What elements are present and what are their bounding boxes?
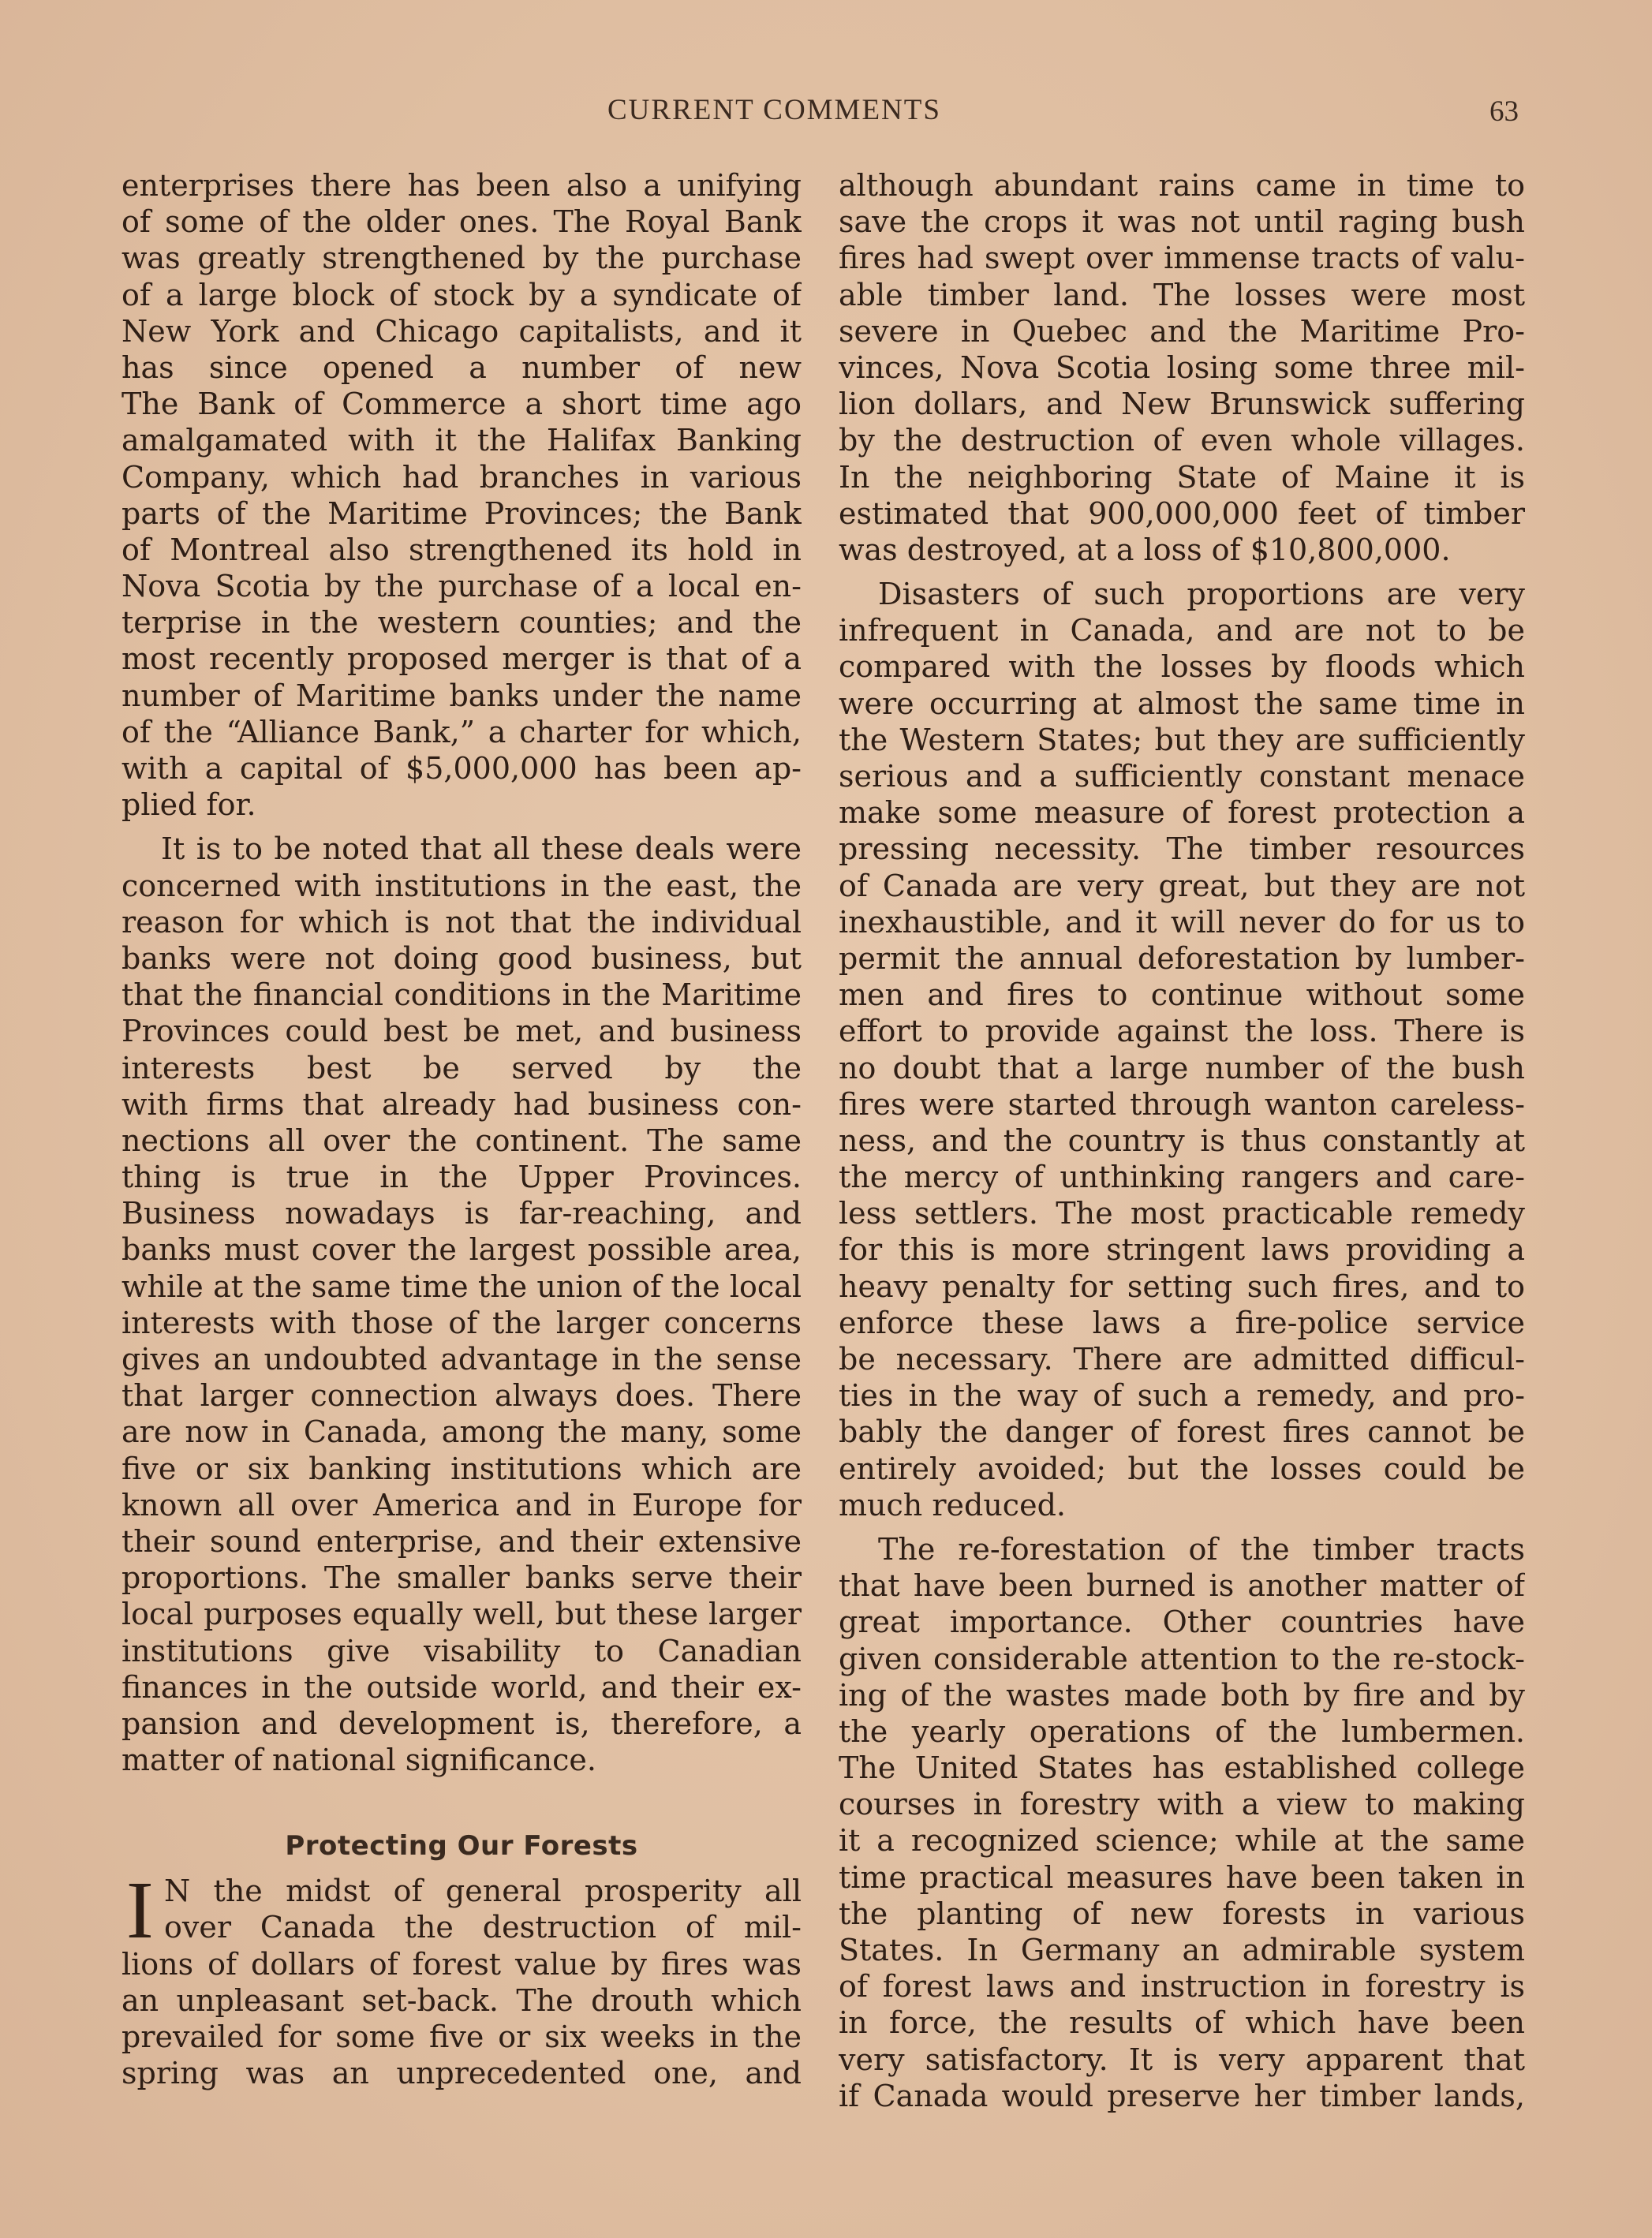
text-line: amalgamated with it the Halifax Banking bbox=[121, 423, 802, 458]
text-line: matter of national significance. bbox=[121, 1743, 596, 1778]
text-line: that the financial conditions in the Maritime bbox=[121, 977, 802, 1013]
text-line: fires had swept over immense tracts of valu- bbox=[839, 241, 1525, 276]
text-line: gives an undoubted advantage in the sense bbox=[121, 1342, 802, 1377]
text-line: effort to provide against the loss. There is bbox=[839, 1014, 1525, 1049]
text-line: time practical measures have been taken in bbox=[839, 1859, 1525, 1895]
paragraph-bush-fires bbox=[839, 167, 1525, 568]
text-line: reason for which is not that the individual bbox=[121, 904, 802, 940]
text-line: interests with those of the larger concerns bbox=[121, 1305, 802, 1340]
text-line: Business nowadays is far-reaching, and bbox=[121, 1196, 802, 1231]
text-line: of the “Alliance Bank,” a charter for which, bbox=[121, 714, 802, 749]
text-line: institutions give visability to Canadian bbox=[121, 1633, 802, 1668]
text-line: heavy penalty for setting such fires, and to bbox=[839, 1268, 1525, 1304]
text-line: if Canada would preserve her timber lands, bbox=[839, 2078, 1525, 2113]
text-line: plied for. bbox=[121, 787, 256, 823]
text-line: were occurring at almost the same time in bbox=[839, 686, 1525, 721]
text-line: Provinces could best be met, and business bbox=[121, 1014, 802, 1049]
text-line: finances in the outside world, and their ex- bbox=[121, 1669, 802, 1705]
text-line: by the destruction of even whole villages. bbox=[839, 423, 1525, 458]
text-line: Company, which had branches in various bbox=[121, 459, 802, 495]
text-line: N the midst of general prosperity all bbox=[164, 1874, 802, 1909]
text-line: compared with the losses by floods which bbox=[839, 649, 1525, 685]
paragraph-banks-merger bbox=[121, 167, 802, 823]
text-line: Disasters of such proportions are very bbox=[878, 577, 1525, 612]
text-line: infrequent in Canada, and are not to be bbox=[839, 613, 1525, 648]
text-line: States. In Germany an admirable system bbox=[839, 1933, 1525, 1967]
text-line: parts of the Maritime Provinces; the Bank bbox=[121, 495, 802, 531]
text-line: estimated that 900,000,000 feet of timber bbox=[839, 495, 1525, 531]
text-line: save the crops it was not until raging bush bbox=[839, 204, 1525, 240]
text-line: proportions. The smaller banks serve their bbox=[121, 1560, 802, 1596]
text-line: ing of the wastes made both by fire and by bbox=[839, 1677, 1525, 1713]
text-line: of Montreal also strengthened its hold in bbox=[121, 532, 802, 567]
text-line: prevailed for some five or six weeks in the bbox=[121, 2019, 802, 2054]
text-line: The United States has established college bbox=[839, 1750, 1525, 1786]
text-line: permit the annual deforestation by lumber- bbox=[839, 940, 1525, 976]
text-line: although abundant rains came in time to bbox=[839, 168, 1525, 203]
text-line: be necessary. There are admitted difficul- bbox=[839, 1342, 1525, 1377]
text-line: known all over America and in Europe for bbox=[121, 1487, 802, 1523]
text-line: that have been burned is another matter of bbox=[839, 1568, 1525, 1604]
text-line: that larger connection always does. There bbox=[121, 1378, 802, 1414]
text-line: with a capital of $5,000,000 has been ap- bbox=[121, 751, 802, 786]
text-line: nections all over the continent. The same bbox=[121, 1123, 802, 1158]
text-line: most recently proposed merger is that of a bbox=[121, 641, 802, 677]
text-line: pressing necessity. The timber resources bbox=[839, 831, 1525, 867]
text-line: courses in forestry with a view to making bbox=[839, 1787, 1525, 1822]
text-line: an unpleasant set-back. The drouth which bbox=[121, 1982, 802, 2018]
text-line: their sound enterprise, and their extensive bbox=[121, 1523, 802, 1559]
text-line: make some measure of forest protection a bbox=[839, 795, 1525, 831]
text-line: was destroyed, at a loss of $10,800,000. bbox=[839, 532, 1451, 567]
text-line: the yearly operations of the lumbermen. bbox=[839, 1713, 1525, 1749]
text-line: vinces, Nova Scotia losing some three mil- bbox=[839, 349, 1525, 385]
text-line: ness, and the country is thus constantly at bbox=[839, 1123, 1525, 1158]
text-line: of forest laws and instruction in forestry is bbox=[839, 1969, 1525, 2004]
text-line: it a recognized science; while at the same bbox=[839, 1823, 1525, 1859]
text-line: are now in Canada, among the many, some bbox=[121, 1414, 802, 1450]
text-line: terprise in the western counties; and the bbox=[121, 605, 802, 641]
text-line: bably the danger of forest fires cannot be bbox=[839, 1414, 1525, 1450]
text-line: enterprises there has been also a unifying bbox=[121, 168, 802, 203]
text-line: interests best be served by the bbox=[121, 1050, 802, 1085]
text-line: of Canada are very great, but they are not bbox=[839, 868, 1525, 903]
text-line: number of Maritime banks under the name bbox=[121, 678, 802, 713]
text-line: lions of dollars of forest value by fires was bbox=[121, 1946, 802, 1982]
text-line: while at the same time the union of the local bbox=[121, 1268, 802, 1304]
text-line: men and fires to continue without some bbox=[839, 977, 1525, 1013]
text-line: the planting of new forests in various bbox=[839, 1896, 1525, 1931]
text-line: the mercy of unthinking rangers and care- bbox=[839, 1160, 1525, 1195]
page-number: 63 bbox=[1489, 95, 1519, 128]
paragraph-eastern-deals bbox=[121, 831, 802, 1778]
text-line: severe in Quebec and the Maritime Pro- bbox=[839, 313, 1525, 349]
text-line: The Bank of Commerce a short time ago bbox=[121, 387, 802, 422]
text-line: was greatly strengthened by the purchase bbox=[121, 241, 802, 276]
text-line: for this is more stringent laws providing a bbox=[839, 1232, 1525, 1268]
text-line: five or six banking institutions which are bbox=[121, 1451, 802, 1486]
text-line: no doubt that a large number of the bush bbox=[839, 1050, 1525, 1085]
right-column bbox=[839, 167, 1525, 2114]
text-line: fires were started through wanton careless- bbox=[839, 1086, 1525, 1122]
text-line: ties in the way of such a remedy, and pro- bbox=[839, 1378, 1525, 1414]
text-line: the Western States; but they are sufficiently bbox=[839, 722, 1525, 757]
paragraph-reforestation bbox=[839, 1531, 1525, 2114]
paragraph-forest-fires bbox=[121, 1946, 802, 2092]
drop-cap: I bbox=[126, 1865, 154, 1956]
left-column bbox=[121, 167, 802, 2091]
text-line: great importance. Other countries have bbox=[839, 1605, 1525, 1640]
text-line: serious and a sufficiently constant menace bbox=[839, 759, 1525, 794]
text-line: thing is true in the Upper Provinces. bbox=[121, 1160, 802, 1195]
text-line: It is to be noted that all these deals were bbox=[161, 831, 802, 867]
text-line: has since opened a number of new bbox=[121, 349, 802, 385]
text-line: New York and Chicago capitalists, and it bbox=[121, 313, 802, 349]
text-line: of some of the older ones. The Royal Bank bbox=[121, 204, 802, 240]
text-line: enforce these laws a fire-police service bbox=[839, 1305, 1525, 1340]
text-line: local purposes equally well, but these larger bbox=[121, 1597, 802, 1632]
text-line: Nova Scotia by the purchase of a local en- bbox=[121, 569, 802, 604]
text-line: entirely avoided; but the losses could be bbox=[839, 1451, 1525, 1486]
text-line: in force, the results of which have been bbox=[839, 2005, 1525, 2041]
text-line: able timber land. The losses were most bbox=[839, 277, 1525, 312]
paragraph-disasters bbox=[839, 576, 1525, 1523]
text-line: of a large block of stock by a syndicate of bbox=[121, 277, 802, 312]
text-line: very satisfactory. It is very apparent that bbox=[839, 2042, 1525, 2077]
text-line: banks were not doing good business, but bbox=[121, 940, 802, 976]
text-line: much reduced. bbox=[839, 1487, 1066, 1523]
section-title: Protecting Our Forests bbox=[285, 1830, 638, 1863]
text-line: inexhaustible, and it will never do for us to bbox=[839, 904, 1525, 940]
text-line: spring was an unprecedented one, and bbox=[121, 2056, 802, 2091]
text-line: concerned with institutions in the east, the bbox=[121, 868, 802, 903]
text-line: In the neighboring State of Maine it is bbox=[839, 459, 1525, 495]
text-line: The re-forestation of the timber tracts bbox=[878, 1531, 1525, 1567]
running-head: CURRENT COMMENTS bbox=[607, 94, 941, 126]
text-line: lion dollars, and New Brunswick suffering bbox=[839, 387, 1525, 422]
text-line: less settlers. The most practicable remedy bbox=[839, 1196, 1525, 1231]
forests-intro bbox=[121, 1865, 802, 1956]
text-line: with firms that already had business con- bbox=[121, 1086, 802, 1122]
text-line: banks must cover the largest possible area, bbox=[121, 1232, 802, 1268]
text-line: over Canada the destruction of mil- bbox=[164, 1910, 802, 1945]
text-line: given considerable attention to the re-stock- bbox=[839, 1641, 1525, 1676]
text-line: pansion and development is, therefore, a bbox=[121, 1706, 802, 1741]
